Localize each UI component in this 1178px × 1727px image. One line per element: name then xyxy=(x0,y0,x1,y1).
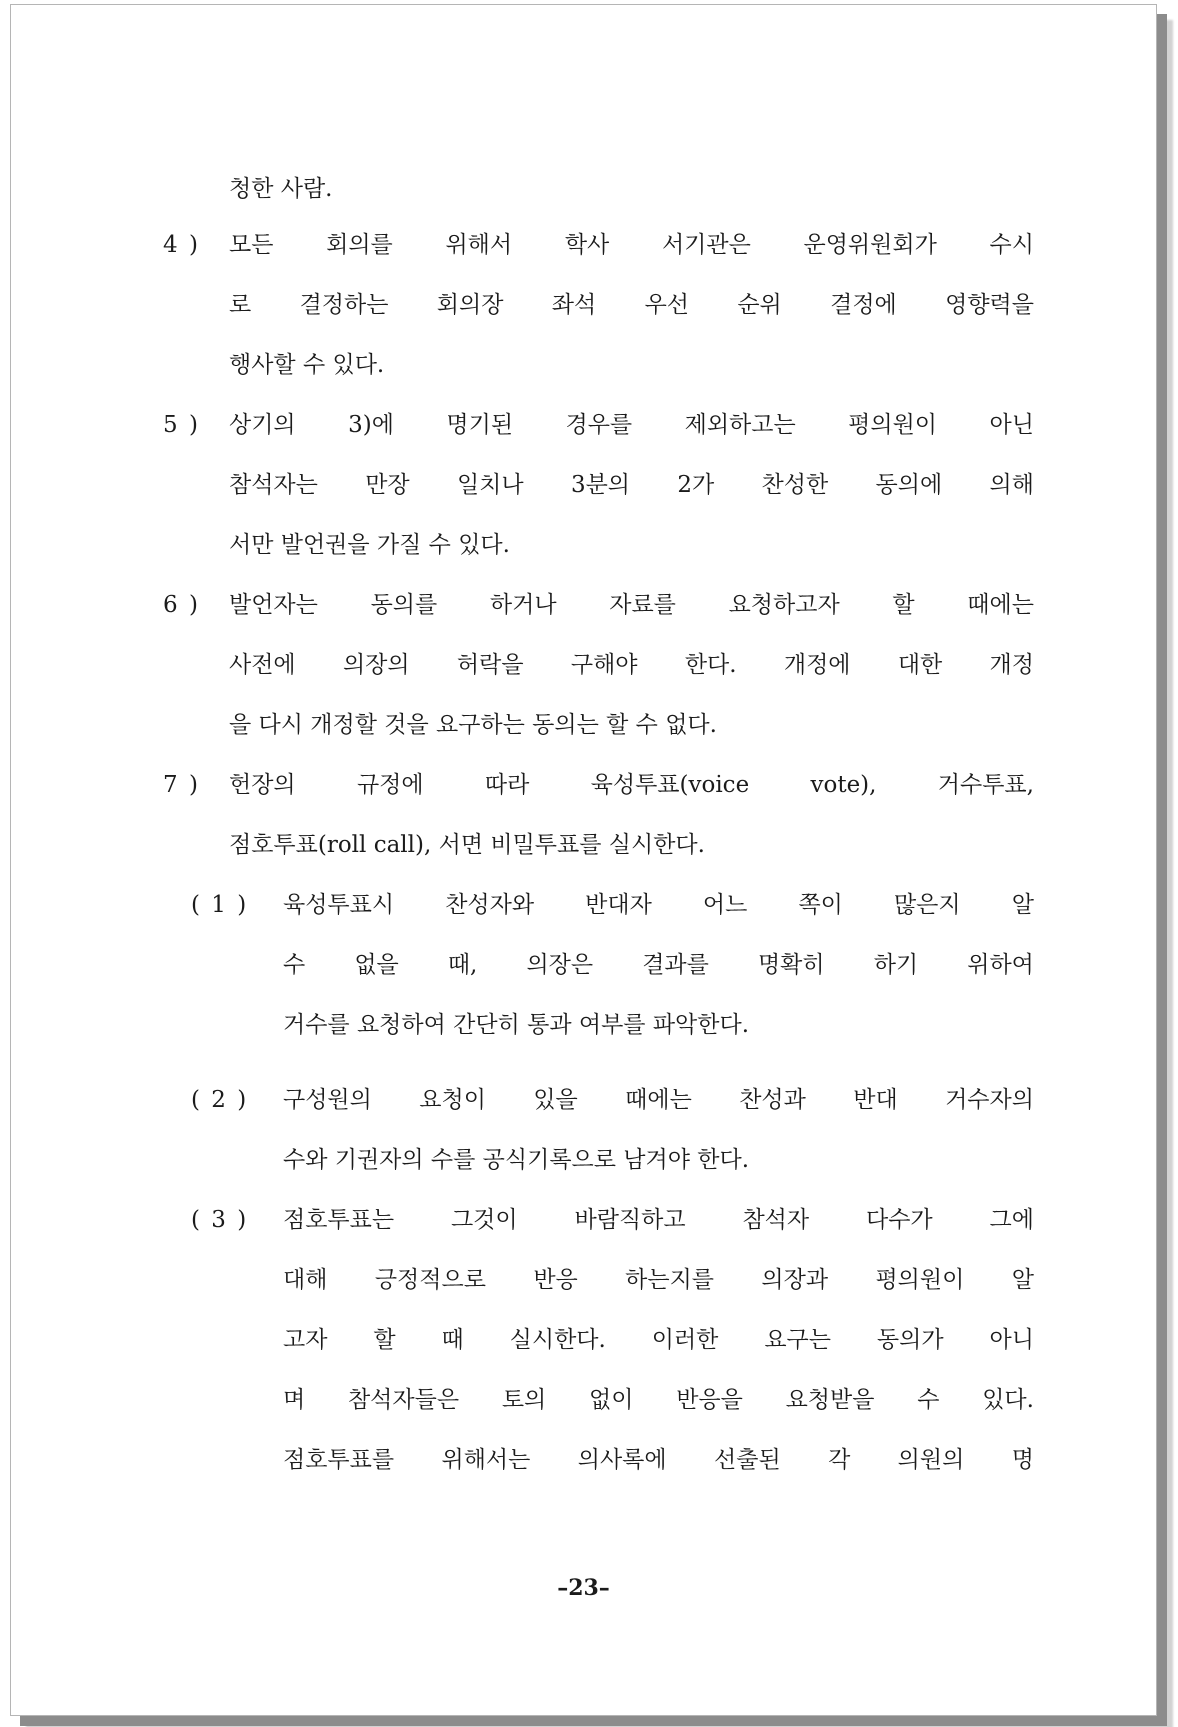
word: 요청이 xyxy=(419,1087,486,1113)
text-line xyxy=(229,405,1034,445)
word: 평의원이 xyxy=(848,412,938,438)
word: 참석자는 xyxy=(229,472,318,498)
word: 결과를 xyxy=(642,952,709,978)
word: 따라 xyxy=(484,772,530,798)
word: 반대자 xyxy=(585,892,652,918)
word: 의원의 xyxy=(897,1447,965,1473)
word: 동의가 xyxy=(876,1327,944,1353)
word: 학사 xyxy=(564,232,610,258)
word: 수 xyxy=(917,1387,940,1413)
text-line xyxy=(283,945,1034,985)
word: 우선 xyxy=(644,292,689,318)
word: 실시한다. xyxy=(509,1327,606,1353)
word: 할 xyxy=(373,1327,396,1353)
word: 좌석 xyxy=(551,292,597,318)
subitem-marker: ( 3 ) xyxy=(191,1207,249,1233)
text-line xyxy=(283,1080,1034,1120)
word: 고자 xyxy=(283,1327,328,1353)
word: 일치나 xyxy=(456,472,524,498)
word: 구성원의 xyxy=(283,1087,372,1113)
word: 개정 xyxy=(989,652,1034,678)
word: 이러한 xyxy=(651,1327,719,1353)
word: 3분의 xyxy=(570,472,631,498)
document-page xyxy=(10,4,1157,1716)
word: 각 xyxy=(828,1447,851,1473)
word: 동의에 xyxy=(875,472,943,498)
word: 거수자의 xyxy=(945,1087,1034,1113)
word: 구해야 xyxy=(570,652,638,678)
word: 모든 xyxy=(229,232,274,258)
word: 하기 xyxy=(873,952,919,978)
word: 경우를 xyxy=(565,412,633,438)
word: 거수투표, xyxy=(937,772,1034,798)
word: 찬성자와 xyxy=(445,892,535,918)
word: 회의장 xyxy=(436,292,504,318)
word: 자료를 xyxy=(609,592,676,618)
word: 의장은 xyxy=(526,952,594,978)
word: 육성투표시 xyxy=(283,892,395,918)
text-line: 청한 사람. xyxy=(229,176,333,202)
text-line: 을 다시 개정할 것을 요구하는 동의는 할 수 없다. xyxy=(229,712,717,738)
word: 한다. xyxy=(684,652,737,678)
word: 허락을 xyxy=(456,652,524,678)
text-line xyxy=(283,1200,1034,1240)
word: 수 xyxy=(283,952,306,978)
text-line xyxy=(229,465,1034,505)
text-line: 점호투표(roll call), 서면 비밀투표를 실시한다. xyxy=(229,832,705,858)
word: 있다. xyxy=(982,1387,1034,1413)
word: 점호투표는 xyxy=(283,1207,395,1233)
word: 대한 xyxy=(897,652,943,678)
word: 영향력을 xyxy=(945,292,1034,318)
word: 상기의 xyxy=(229,412,296,438)
subitem-marker: ( 2 ) xyxy=(191,1087,249,1113)
item-marker: 5 ) xyxy=(163,412,200,438)
word: 회의를 xyxy=(326,232,393,258)
word: 때에는 xyxy=(967,592,1034,618)
word: 할 xyxy=(892,592,915,618)
word: 많은지 xyxy=(893,892,961,918)
word: 대해 xyxy=(283,1267,328,1293)
word: 토의 xyxy=(501,1387,547,1413)
word: 2가 xyxy=(677,472,715,498)
word: 제외하고는 xyxy=(684,412,796,438)
word: 다수가 xyxy=(866,1207,933,1233)
word: 점호투표를 xyxy=(283,1447,395,1473)
item-marker: 7 ) xyxy=(163,772,200,798)
word: 3)에 xyxy=(348,412,394,438)
word: 때, xyxy=(447,952,478,978)
text-line: 행사할 수 있다. xyxy=(229,352,385,378)
text-line: 서만 발언권을 가질 수 있다. xyxy=(229,532,510,558)
word: 며 xyxy=(283,1387,306,1413)
text-line xyxy=(229,585,1034,625)
word: 서기관은 xyxy=(661,232,751,258)
text-line xyxy=(283,1440,1034,1480)
word: 찬성과 xyxy=(739,1087,806,1113)
word: 의해 xyxy=(989,472,1034,498)
word: 규정에 xyxy=(356,772,424,798)
word: 선출된 xyxy=(714,1447,781,1473)
word: 긍정적으로 xyxy=(374,1267,486,1293)
word: 반대 xyxy=(853,1087,898,1113)
item-marker: 6 ) xyxy=(163,592,200,618)
word: 반응을 xyxy=(676,1387,743,1413)
word: 위해서는 xyxy=(441,1447,531,1473)
word: 있을 xyxy=(533,1087,578,1113)
word: 때 xyxy=(441,1327,464,1353)
word: 요청하고자 xyxy=(728,592,840,618)
word: 참석자들은 xyxy=(347,1387,460,1413)
word: 요구는 xyxy=(764,1327,831,1353)
text-line xyxy=(283,1260,1034,1300)
text-line xyxy=(283,885,1034,925)
word: 그것이 xyxy=(450,1207,518,1233)
text-line: 거수를 요청하여 간단히 통과 여부를 파악한다. xyxy=(283,1012,750,1038)
text-line xyxy=(229,225,1034,265)
word: 알 xyxy=(1011,1267,1034,1293)
word: 쪽이 xyxy=(798,892,843,918)
word: 명확히 xyxy=(757,952,825,978)
word: vote), xyxy=(810,772,877,798)
word: 참석자 xyxy=(742,1207,810,1233)
word: 위하여 xyxy=(967,952,1034,978)
subitem-marker: ( 1 ) xyxy=(191,892,249,918)
word: 로 xyxy=(229,292,252,318)
word: 그에 xyxy=(989,1207,1034,1233)
word: 하거나 xyxy=(489,592,557,618)
word: 때에는 xyxy=(625,1087,692,1113)
text-line xyxy=(229,285,1034,325)
text-line: 수와 기권자의 수를 공식기록으로 남겨야 한다. xyxy=(283,1147,750,1173)
text-line xyxy=(283,1380,1034,1420)
word: 명 xyxy=(1011,1447,1034,1473)
word: 의장의 xyxy=(342,652,410,678)
word: 육성투표(voice xyxy=(590,772,750,798)
word: 결정에 xyxy=(830,292,897,318)
word: 아닌 xyxy=(989,412,1034,438)
text-line xyxy=(229,645,1034,685)
word: 사전에 xyxy=(229,652,296,678)
word: 하는지를 xyxy=(625,1267,715,1293)
word: 찬성한 xyxy=(761,472,829,498)
word: 운영위원회가 xyxy=(803,232,937,258)
word: 수시 xyxy=(989,232,1034,258)
word: 바람직하고 xyxy=(574,1207,686,1233)
word: 결정하는 xyxy=(299,292,389,318)
word: 알 xyxy=(1011,892,1034,918)
word: 개정에 xyxy=(783,652,851,678)
word: 의사록에 xyxy=(577,1447,667,1473)
word: 순위 xyxy=(737,292,782,318)
word: 명기된 xyxy=(446,412,514,438)
word: 헌장의 xyxy=(229,772,296,798)
item-marker: 4 ) xyxy=(163,232,200,258)
word: 어느 xyxy=(702,892,748,918)
word: 발언자는 xyxy=(229,592,318,618)
page-number: –23– xyxy=(557,1575,610,1601)
word: 위해서 xyxy=(445,232,513,258)
word: 요청받을 xyxy=(785,1387,875,1413)
word: 없이 xyxy=(589,1387,634,1413)
word: 의장과 xyxy=(761,1267,829,1293)
word: 아니 xyxy=(989,1327,1034,1353)
text-line xyxy=(229,765,1034,805)
word: 만장 xyxy=(365,472,410,498)
word: 동의를 xyxy=(370,592,438,618)
word: 평의원이 xyxy=(875,1267,965,1293)
word: 반응 xyxy=(533,1267,578,1293)
word: 없을 xyxy=(354,952,399,978)
text-line xyxy=(283,1320,1034,1360)
